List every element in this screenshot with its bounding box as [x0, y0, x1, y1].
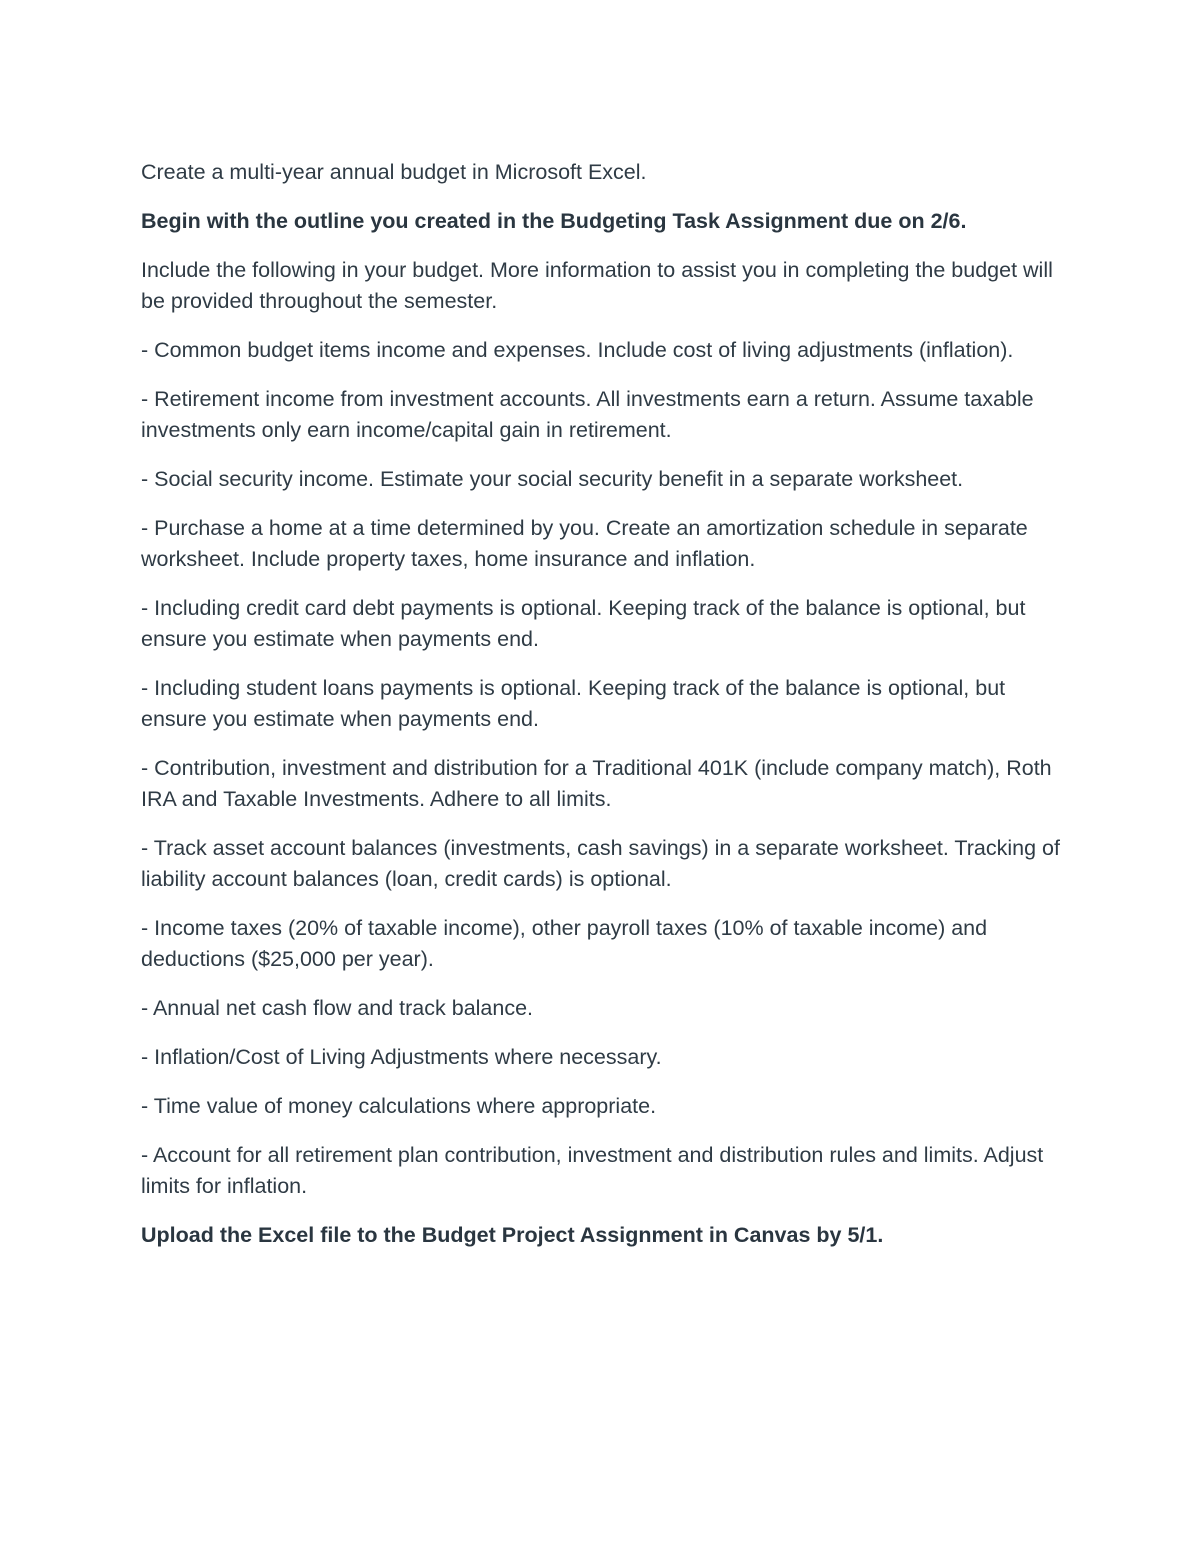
- list-item-asset-tracking: - Track asset account balances (investments, cash savings) in a separate worksheet. Tracking of liability account balances (loan, credit cards) is optional.: [141, 836, 1060, 891]
- intro-paragraph: Create a multi-year annual budget in Microsoft Excel.: [141, 160, 647, 184]
- list-item-budget-items: - Common budget items income and expenses. Include cost of living adjustments (inflation).: [141, 338, 1014, 362]
- include-paragraph: Include the following in your budget. More information to assist you in completing the budget will be provided throughout the semester.: [141, 258, 1053, 313]
- list-item-retirement-rules: - Account for all retirement plan contribution, investment and distribution rules and limits. Adjust limits for inflation.: [141, 1143, 1044, 1198]
- list-item-credit-card: - Including credit card debt payments is optional. Keeping track of the balance is optional, but ensure you estimate when payments end.: [141, 596, 1026, 651]
- list-item-inflation: - Inflation/Cost of Living Adjustments where necessary.: [141, 1045, 662, 1069]
- list-item-retirement-accounts: - Contribution, investment and distribution for a Traditional 401K (include company match), Roth IRA and Taxable Investments. Adhere to all limits.: [141, 756, 1052, 811]
- list-item-time-value: - Time value of money calculations where appropriate.: [141, 1094, 657, 1118]
- list-item-home-purchase: - Purchase a home at a time determined by you. Create an amortization schedule in separate worksheet. Include property taxes, home insurance and inflation.: [141, 516, 1028, 571]
- list-item-retirement-income: - Retirement income from investment accounts. All investments earn a return. Assume taxable investments only earn income/capital gain in retirement.: [141, 387, 1034, 442]
- list-item-social-security: - Social security income. Estimate your social security benefit in a separate worksheet.: [141, 467, 964, 491]
- outline-instruction: Begin with the outline you created in the Budgeting Task Assignment due on 2/6.: [141, 209, 967, 233]
- list-item-taxes: - Income taxes (20% of taxable income), other payroll taxes (10% of taxable income) and deductions ($25,000 per year).: [141, 916, 988, 971]
- list-item-student-loans: - Including student loans payments is optional. Keeping track of the balance is optional, but ensure you estimate when payments end.: [141, 676, 1006, 731]
- document-body: [141, 157, 1061, 1269]
- list-item-net-cash-flow: - Annual net cash flow and track balance.: [141, 996, 534, 1020]
- upload-instruction: Upload the Excel file to the Budget Project Assignment in Canvas by 5/1.: [141, 1223, 884, 1247]
